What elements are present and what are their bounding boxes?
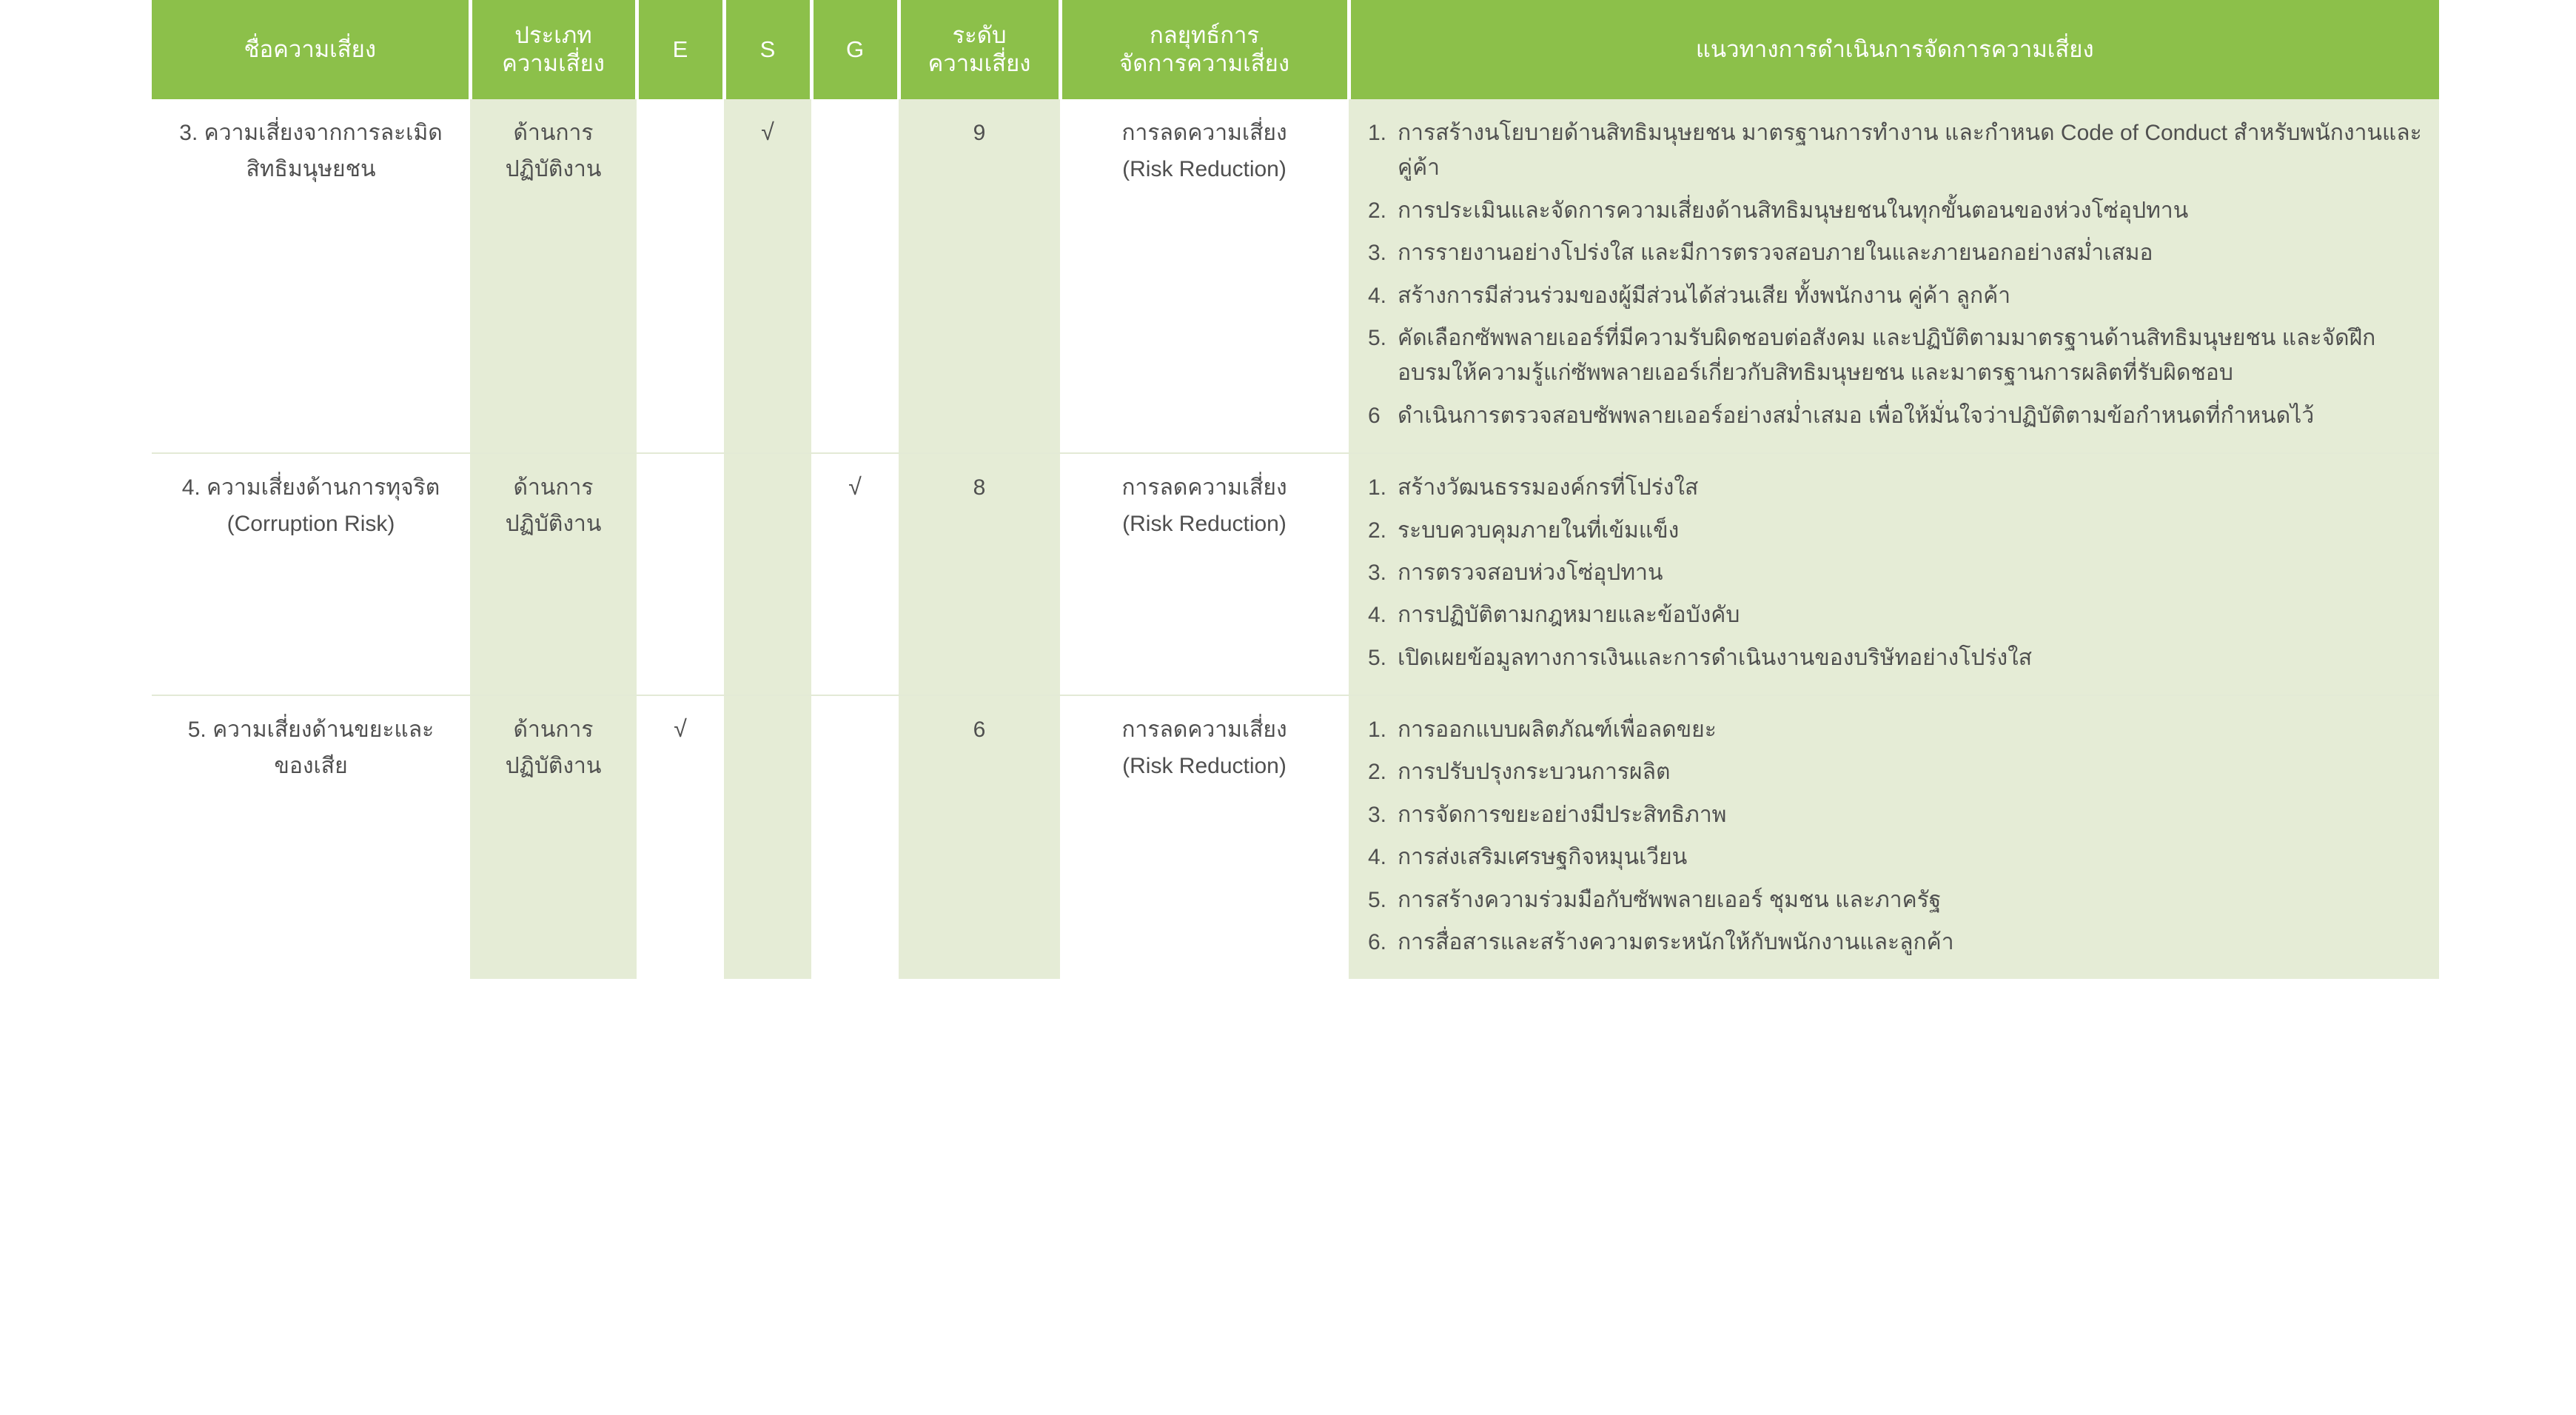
cell-risk-type bbox=[470, 453, 637, 695]
column-header-guideline bbox=[1349, 0, 2439, 99]
cell-flag-e bbox=[637, 695, 724, 979]
guideline-number: 4. bbox=[1368, 603, 1387, 628]
guideline-text: สร้างการมีส่วนร่วมของผู้มีส่วนได้ส่วนเสีย ทั้งพนักงาน คู่ค้า ลูกค้า bbox=[1398, 283, 2011, 308]
cell-guidelines bbox=[1349, 453, 2439, 695]
cell-risk-name bbox=[152, 99, 470, 453]
column-header-label: G bbox=[845, 36, 865, 63]
guideline-item bbox=[1368, 797, 2423, 832]
guideline-item bbox=[1368, 883, 2423, 917]
cell-line: ปฏิบัติงาน bbox=[505, 511, 602, 536]
column-header-label: ความเสี่ยง bbox=[928, 50, 1031, 76]
guideline-item bbox=[1368, 598, 2423, 632]
cell-line: ด้านการ bbox=[513, 121, 594, 145]
table-row bbox=[152, 695, 2439, 979]
guideline-list bbox=[1368, 470, 2423, 675]
guideline-number: 4. bbox=[1368, 283, 1387, 308]
column-header-label: แนวทางการดำเนินการจัดการความเสี่ยง bbox=[1695, 36, 2094, 63]
guideline-item bbox=[1368, 712, 2423, 747]
column-header-type bbox=[470, 0, 637, 99]
guideline-number: 1. bbox=[1368, 121, 1387, 145]
guideline-item bbox=[1368, 925, 2423, 960]
guideline-text: การสร้างนโยบายด้านสิทธิมนุษยชน มาตรฐานการทำงาน และกำหนด Code of Conduct สำหรับพนักงานและคู่ค้า bbox=[1398, 121, 2422, 181]
guideline-text: การสร้างความร่วมมือกับซัพพลายเออร์ ชุมชน และภาครัฐ bbox=[1398, 887, 1942, 912]
guideline-item bbox=[1368, 513, 2423, 548]
guideline-text: การประเมินและจัดการความเสี่ยงด้านสิทธิมนุษยชนในทุกขั้นตอนของห่วงโซ่อุปทาน bbox=[1398, 198, 2189, 223]
check-mark-icon: √ bbox=[674, 715, 687, 743]
cell-line: ด้านการ bbox=[513, 475, 594, 501]
guideline-number: 6. bbox=[1368, 930, 1387, 955]
guideline-number: 2. bbox=[1368, 760, 1387, 785]
cell-risk-type bbox=[470, 695, 637, 979]
guideline-item bbox=[1368, 116, 2423, 186]
guideline-number: 4. bbox=[1368, 845, 1387, 870]
column-header-label: ระดับ bbox=[952, 22, 1007, 49]
cell-risk-name bbox=[152, 453, 470, 695]
column-header-label: E bbox=[672, 36, 688, 63]
cell-risk-name bbox=[152, 695, 470, 979]
cell-flag-s bbox=[724, 695, 811, 979]
guideline-text: การรายงานอย่างโปร่งใส และมีการตรวจสอบภายในและภายนอกอย่างสม่ำเสมอ bbox=[1398, 241, 2153, 266]
guideline-text: การปรับปรุงกระบวนการผลิต bbox=[1398, 760, 1671, 785]
table-header bbox=[152, 0, 2439, 99]
cell-flag-g bbox=[811, 99, 899, 453]
guideline-text: การจัดการขยะอย่างมีประสิทธิภาพ bbox=[1398, 802, 1727, 827]
cell-guidelines bbox=[1349, 695, 2439, 979]
guideline-text: เปิดเผยข้อมูลทางการเงินและการดำเนินงานของบริษัทอย่างโปร่งใส bbox=[1398, 645, 2033, 670]
table-row bbox=[152, 453, 2439, 695]
cell-line: (Risk Reduction) bbox=[1122, 753, 1287, 778]
cell-guidelines bbox=[1349, 99, 2439, 453]
guideline-number: 5. bbox=[1368, 325, 1387, 350]
cell-strategy bbox=[1060, 99, 1349, 453]
guideline-number: 1. bbox=[1368, 475, 1387, 501]
cell-line: การลดความเสี่ยง bbox=[1121, 475, 1287, 501]
guideline-item bbox=[1368, 840, 2423, 874]
column-header-s bbox=[724, 0, 811, 99]
cell-flag-e bbox=[637, 99, 724, 453]
guideline-item bbox=[1368, 278, 2423, 313]
cell-risk-level bbox=[899, 695, 1060, 979]
cell-flag-g bbox=[811, 695, 899, 979]
header-row bbox=[152, 0, 2439, 99]
check-mark-icon: √ bbox=[848, 473, 862, 501]
column-header-label: ความเสี่ยง bbox=[502, 50, 605, 76]
guideline-item bbox=[1368, 235, 2423, 270]
cell-line: ปฏิบัติงาน bbox=[505, 753, 602, 778]
cell-line: การลดความเสี่ยง bbox=[1121, 121, 1287, 145]
guideline-number: 3. bbox=[1368, 560, 1387, 585]
cell-strategy bbox=[1060, 453, 1349, 695]
cell-strategy bbox=[1060, 695, 1349, 979]
guideline-number: 3. bbox=[1368, 241, 1387, 266]
guideline-item bbox=[1368, 755, 2423, 789]
cell-risk-level bbox=[899, 453, 1060, 695]
cell-line: 3. ความเสี่ยงจากการละเมิด bbox=[179, 121, 443, 145]
column-header-e bbox=[637, 0, 724, 99]
guideline-number: 5. bbox=[1368, 887, 1387, 912]
check-mark-icon: √ bbox=[761, 118, 774, 145]
cell-risk-type bbox=[470, 99, 637, 453]
cell-line: (Corruption Risk) bbox=[227, 511, 395, 536]
guideline-number: 6 bbox=[1368, 403, 1381, 428]
guideline-text: การออกแบบผลิตภัณฑ์เพื่อลดขยะ bbox=[1398, 717, 1717, 743]
guideline-text: ระบบควบคุมภายในที่เข้มแข็ง bbox=[1398, 518, 1680, 543]
cell-flag-e bbox=[637, 453, 724, 695]
column-header-label: ชื่อความเสี่ยง bbox=[244, 36, 376, 63]
cell-line: 4. ความเสี่ยงด้านการทุจริต bbox=[181, 475, 440, 501]
cell-line: 5. ความเสี่ยงด้านขยะและของเสีย bbox=[187, 717, 435, 778]
cell-flag-s bbox=[724, 99, 811, 453]
guideline-text: การส่งเสริมเศรษฐกิจหมุนเวียน bbox=[1398, 845, 1688, 870]
cell-line: ปฏิบัติงาน bbox=[505, 156, 602, 181]
guideline-item bbox=[1368, 470, 2423, 505]
guideline-item bbox=[1368, 193, 2423, 228]
guideline-item bbox=[1368, 640, 2423, 675]
cell-line: สิทธิมนุษยชน bbox=[246, 156, 376, 181]
column-header-name bbox=[152, 0, 470, 99]
table-body bbox=[152, 99, 2439, 979]
guideline-list bbox=[1368, 116, 2423, 433]
guideline-item bbox=[1368, 321, 2423, 391]
column-header-level bbox=[899, 0, 1060, 99]
guideline-number: 2. bbox=[1368, 198, 1387, 223]
risk-management-table bbox=[152, 0, 2439, 979]
risk-level-value: 9 bbox=[973, 121, 986, 145]
guideline-text: ดำเนินการตรวจสอบซัพพลายเออร์อย่างสม่ำเสมอ เพื่อให้มั่นใจว่าปฏิบัติตามข้อกำหนดที่กำหนดไว้ bbox=[1398, 403, 2315, 428]
risk-level-value: 6 bbox=[973, 717, 986, 743]
guideline-text: สร้างวัฒนธรรมองค์กรที่โปร่งใส bbox=[1398, 475, 1699, 501]
column-header-label: ประเภท bbox=[514, 22, 592, 49]
cell-line: (Risk Reduction) bbox=[1122, 156, 1287, 181]
guideline-list bbox=[1368, 712, 2423, 960]
column-header-strategy bbox=[1060, 0, 1349, 99]
table-row bbox=[152, 99, 2439, 453]
cell-flag-g bbox=[811, 453, 899, 695]
guideline-item bbox=[1368, 555, 2423, 590]
guideline-number: 1. bbox=[1368, 717, 1387, 743]
cell-line: การลดความเสี่ยง bbox=[1121, 717, 1287, 743]
column-header-g bbox=[811, 0, 899, 99]
column-header-label: กลยุทธ์การ bbox=[1149, 22, 1260, 49]
guideline-number: 3. bbox=[1368, 802, 1387, 827]
guideline-item bbox=[1368, 398, 2423, 433]
cell-flag-s bbox=[724, 453, 811, 695]
guideline-text: การตรวจสอบห่วงโซ่อุปทาน bbox=[1398, 560, 1663, 585]
column-header-label: จัดการความเสี่ยง bbox=[1119, 50, 1289, 76]
risk-level-value: 8 bbox=[973, 475, 986, 501]
guideline-text: การสื่อสารและสร้างความตระหนักให้กับพนักงานและลูกค้า bbox=[1398, 930, 1954, 955]
column-header-label: S bbox=[759, 36, 776, 63]
guideline-number: 5. bbox=[1368, 645, 1387, 670]
guideline-text: การปฏิบัติตามกฎหมายและข้อบังคับ bbox=[1398, 603, 1740, 628]
guideline-text: คัดเลือกซัพพลายเออร์ที่มีความรับผิดชอบต่อสังคม และปฏิบัติตามมาตรฐานด้านสิทธิมนุษยชน และจัดฝึกอบรมให้ความรู้แก่ซัพพลายเออร์เกี่ยวกับสิทธิมนุษยชน และมาตรฐานการผลิตที่รับผิดชอบ bbox=[1398, 325, 2376, 386]
cell-line: (Risk Reduction) bbox=[1122, 511, 1287, 536]
guideline-number: 2. bbox=[1368, 518, 1387, 543]
cell-risk-level bbox=[899, 99, 1060, 453]
cell-line: ด้านการ bbox=[513, 717, 594, 743]
